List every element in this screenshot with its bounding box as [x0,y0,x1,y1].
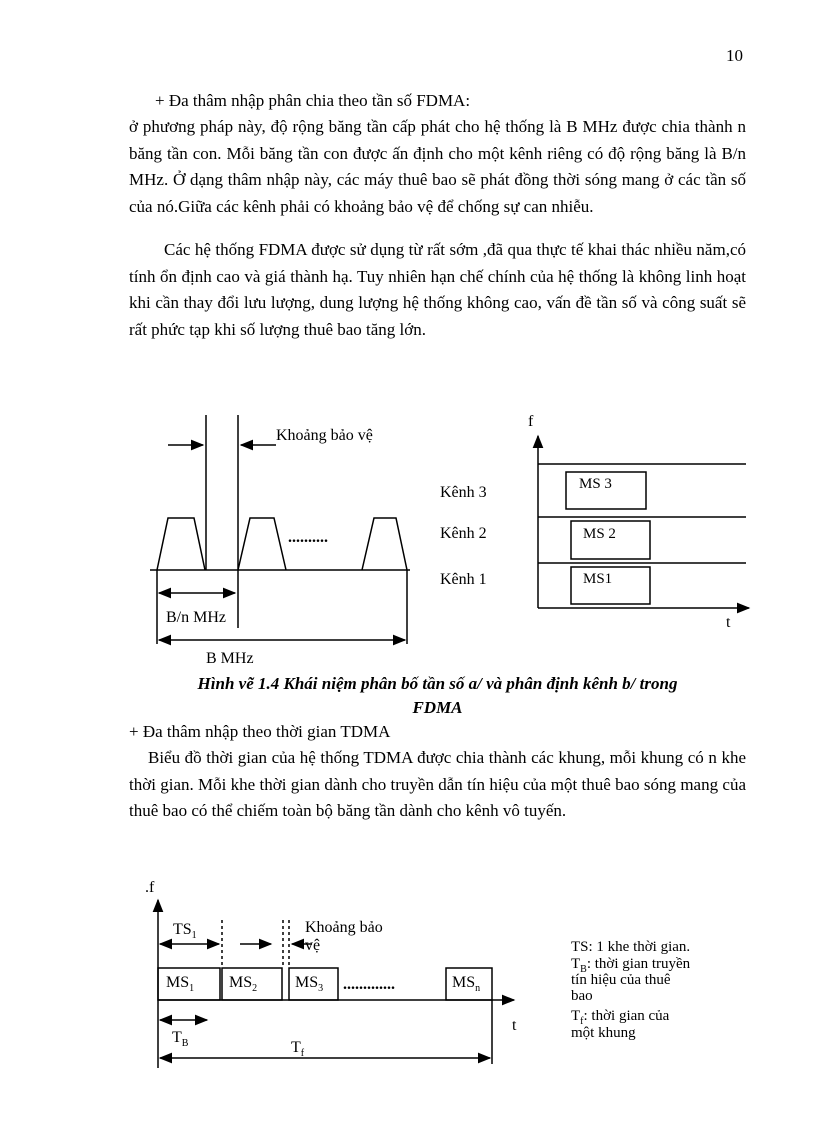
figure-caption-line-2: FDMA [412,698,463,717]
b-label: B MHz [206,650,254,667]
tdma-guard-label-2: vệ [305,937,321,954]
legend-tb: $T_B$: thời gian truyền [571,956,691,975]
tdma-heading: + Đa thâm nhập theo thời gian TDMA [129,722,391,741]
fdma-t-label: t [726,614,731,631]
fdma-paragraph-2: Các hệ thống FDMA được sử dụng từ rất sớm ,đã qua thực tế khai thác nhiều năm,có tính ổn định cao và giá thành hạ. Tuy nhiên hạn chế chính của hệ thống là không linh hoạt khi cần thay đổi lưu lượng, dung lượng hệ thống không cao, vấn đề tần số và công suất sẽ rất phức tạp khi số lượng thuê bao tăng lớn. [129,240,746,339]
ms-label-1: MS1 [583,571,613,587]
legend-ts: TS: 1 khe thời gian. [571,939,691,955]
channel-trapezoid-n [362,518,407,570]
channel-trapezoid-1 [157,518,205,570]
slot-label-2: $MS_2$ [229,974,258,994]
channel-trapezoid-2 [238,518,286,570]
bn-label: B/n MHz [166,609,226,626]
legend-tf: $T_f$: thời gian của [571,1008,670,1027]
ms-label-2: MS 2 [583,526,616,542]
channel-label-2: Kênh 2 [440,525,487,542]
legend-tb-3: bao [571,988,593,1004]
ts-label: $TS_1$ [173,921,197,941]
slot-dots: ............. [343,976,395,993]
tdma-t-label: t [512,1017,517,1034]
legend-tf-2: một khung [571,1025,636,1041]
legend-tb-2: tín hiệu của thuê [571,972,671,988]
channel-label-3: Kênh 3 [440,484,487,501]
tdma-paragraph: Biểu đồ thời gian của hệ thống TDMA được chia thành các khung, mỗi khung có n khe thời gian. Mỗi khe thời gian dành cho truyền dẫn tín hiệu của một thuê bao sóng mang của thuê bao có thể chiếm toàn bộ băng tần dành cho kênh vô tuyến. [129,748,746,820]
ms-label-3: MS 3 [579,476,612,492]
slot-label-n: $MS_n$ [452,974,481,994]
channel-label-1: Kênh 1 [440,571,487,588]
fdma-heading: + Đa thâm nhập phân chia theo tần số FDMA: [155,91,471,110]
slot-label-1: $MS_1$ [166,974,195,994]
tb-label: $T_B$ [172,1029,189,1049]
guard-label: Khoảng bảo vệ [276,427,373,444]
fdma-f-label: f [528,413,534,430]
fdma-paragraph-1: ở phương pháp này, độ rộng băng tần cấp phát cho hệ thống là B MHz được chia thành n băng tần con. Mỗi băng tần con được ấn định cho một kênh riêng có độ rộng băng là B/n MHz. Ở dạng thâm nhập này, các máy thuê bao sẽ phát đồng thời sóng mang ở các tần số của nó.Giữa các kênh phải có khoảng bảo vệ để chống sự can nhiễu. [129,117,746,216]
tdma-guard-label-1: Khoảng bảo [305,919,383,936]
tf-label: $T_f$ [291,1039,305,1059]
tdma-f-label: .f [145,879,155,896]
page-number: 10 [726,46,743,65]
figure-caption-line-1: Hình vẽ 1.4 Khái niệm phân bố tần số a/ và phân định kênh b/ trong [197,674,678,693]
slot-label-3: $MS_3$ [295,974,324,994]
channel-dots: .......... [288,529,328,546]
